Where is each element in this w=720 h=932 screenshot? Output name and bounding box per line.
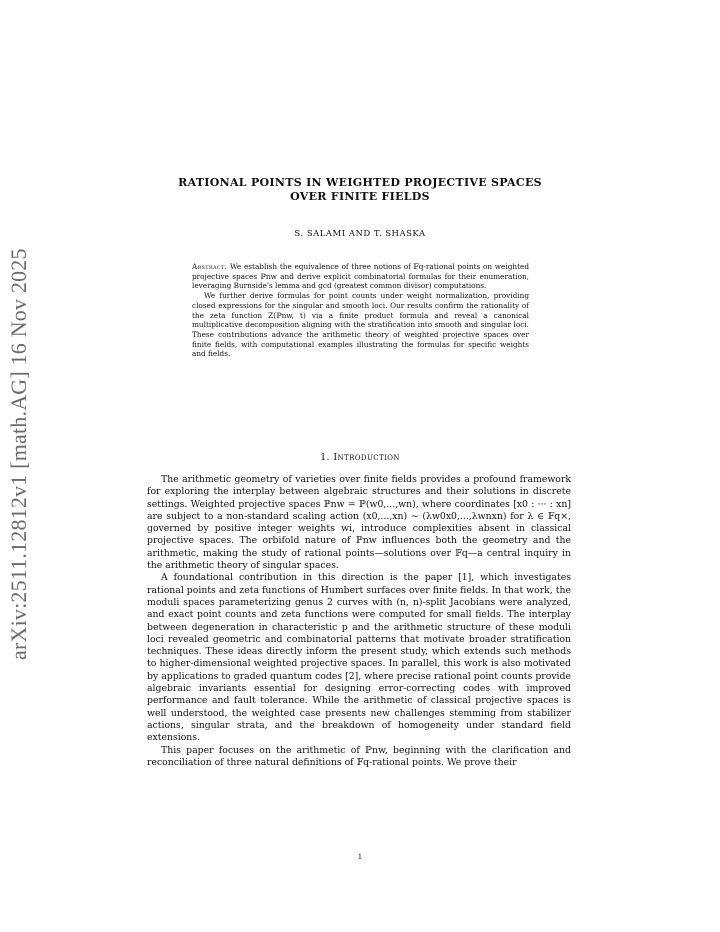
page-number: 1 [357,853,363,861]
abstract-label: Abstract. [192,262,228,271]
paper-title [100,176,620,204]
title-line-1: RATIONAL POINTS IN WEIGHTED PROJECTIVE SPACES [178,176,542,189]
abstract-text-1: We establish the equivalence of three notions of 𝔽q-rational points on weighted projective spaces ℙnw and derive explicit combinatorial formulas for their enumeration, leveraging Burnside's lemma and gcd (greatest common divisor) computations. [192,262,529,291]
section-heading: 1. Introduction [320,452,400,463]
body-paragraph: A foundational contribution in this direction is the paper [1], which investigates rational points and zeta functions of Humbert surfaces over finite fields. In that work, the moduli spaces parameterizing genus 2 curves with (n, n)-split Jacobians were analyzed, and exact point counts and zeta functions were computed for small fields. The interplay between degeneration in characteristic p and the arithmetic structure of these moduli loci revealed geometric and combinatorial patterns that motivate broader stratification techniques. These ideas directly inform the present study, which extends such methods to higher-dimensional weighted projective spaces. In parallel, this work is also motivated by applications to graded quantum codes [2], where precise rational point counts provide algebraic invariants essential for designing error-correcting codes with improved performance and fault tolerance. While the arithmetic of classical projective spaces is well understood, the weighted case presents new challenges stemming from stabilizer actions, singular strata, and the breakdown of homogeneity under standard field extensions. [147,572,571,744]
body-paragraph: This paper focuses on the arithmetic of ℙnw, beginning with the clarification and reconciliation of three natural definitions of 𝔽q-rational points. We prove their [147,744,571,768]
title-line-2: OVER FINITE FIELDS [290,190,430,203]
authors: S. SALAMI AND T. SHASKA [294,229,426,239]
body-paragraph: The arithmetic geometry of varieties over finite fields provides a profound framework for exploring the interplay between algebraic structures and their solutions in discrete settings. Weighted projective spaces ℙnw = ℙ(w0,...,wn), where coordinates [x0 : ··· : xn] are subject to a non-standard scaling action (x0,...,xn) ∼ (λw0x0,...,λwnxn) for λ ∈ 𝔽q×, governed by positive integer weights wi, introduce complexities absent in classical projective spaces. The orbifold nature of ℙnw influences both the geometry and the arithmetic, making the study of rational points—solutions over 𝔽q—a central inquiry in the arithmetic theory of singular spaces. [147,474,571,572]
arxiv-identifier: arXiv:2511.12812v1 [math.AG] 16 Nov 2025 [6,248,31,660]
abstract [192,262,529,359]
introduction-body [147,474,571,769]
abstract-paragraph-1 [192,262,529,291]
abstract-paragraph-2: We further derive formulas for point counts under weight normalization, providing closed expressions for the singular and smooth loci. Our results confirm the rationality of the zeta function Z(ℙnw, t) via a finite product formula and reveal a canonical multiplicative decomposition aligning with the stratification into smooth and singular loci. These contributions advance the arithmetic theory of weighted projective spaces over finite fields, with computational examples illustrating the formulas for specific weights and fields. [192,291,529,359]
